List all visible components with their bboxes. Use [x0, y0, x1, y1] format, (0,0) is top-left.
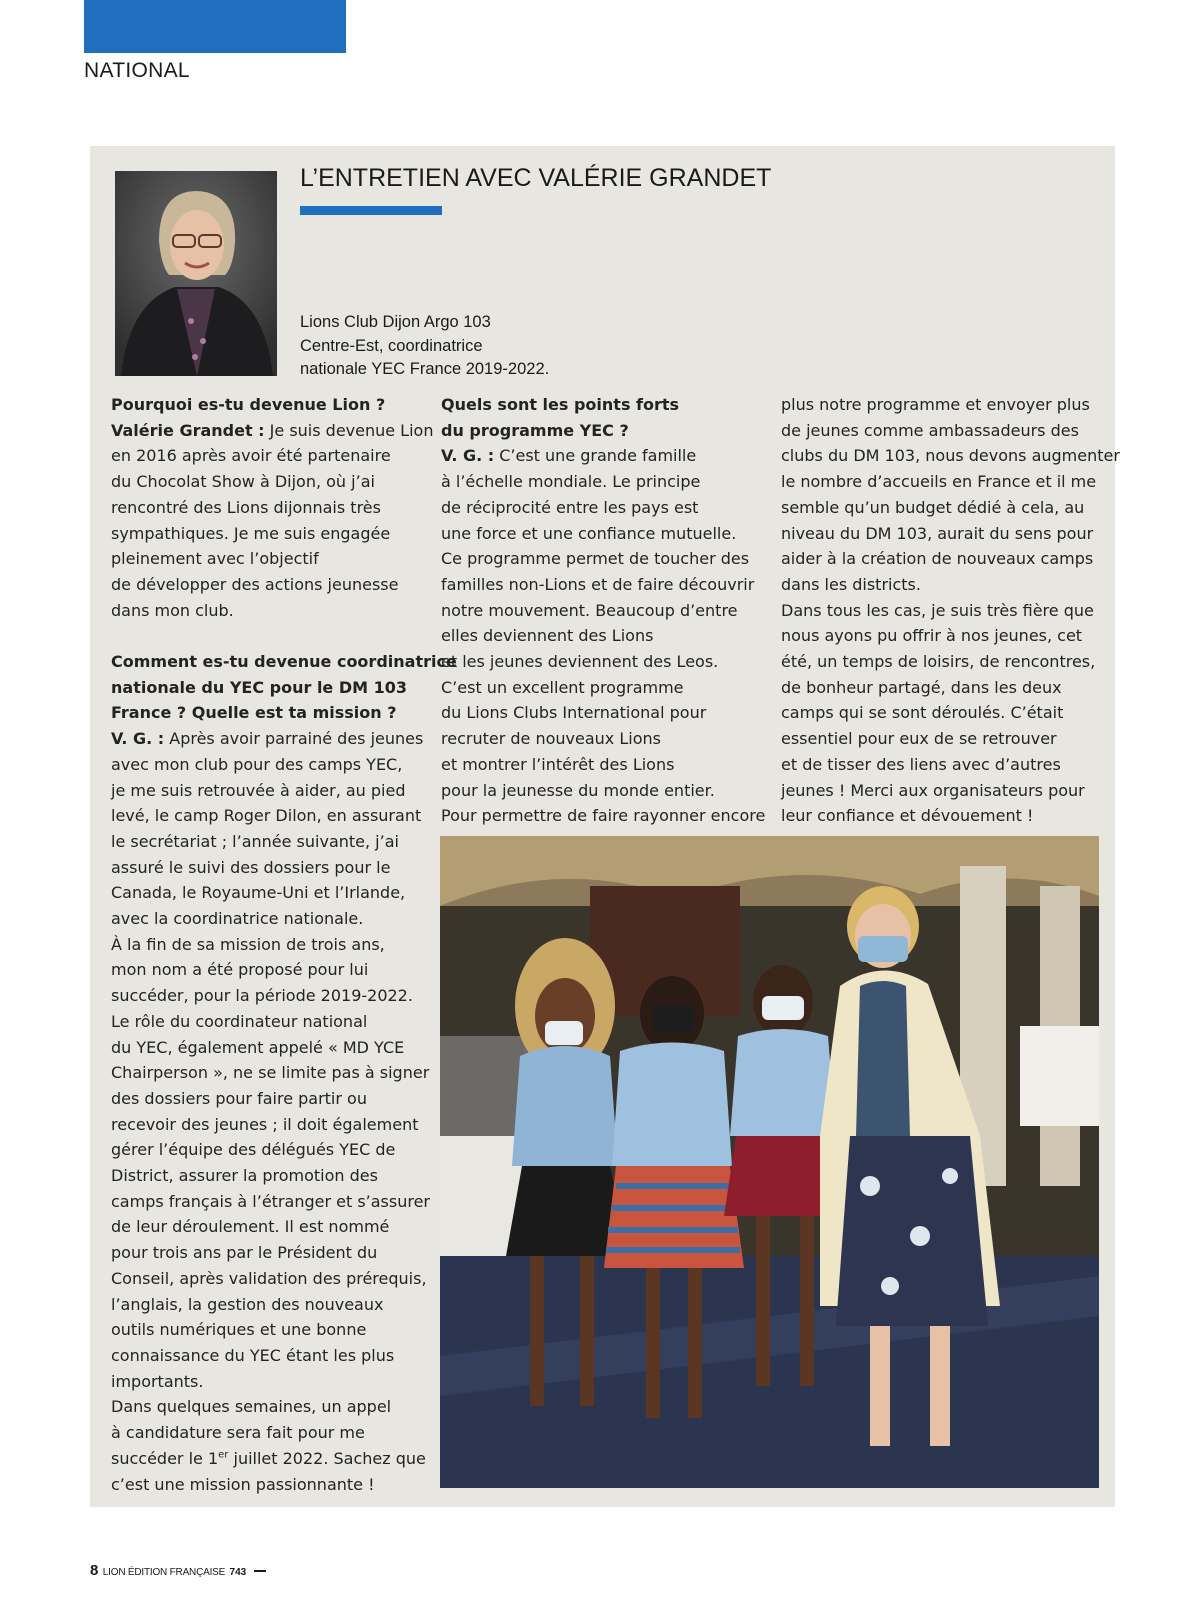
- text-line: [441, 443, 765, 469]
- body-text: le secrétariat ; l’année suivante, j’ai: [111, 831, 399, 851]
- body-text: de bonheur partagé, dans les deux: [781, 677, 1062, 697]
- bold-text: V. G. :: [111, 729, 165, 749]
- text-line: [111, 546, 457, 572]
- body-text: niveau du DM 103, aurait du sens pour: [781, 523, 1094, 543]
- text-line: [781, 521, 1120, 547]
- page-number: 8: [90, 1562, 99, 1579]
- text-line: [111, 1317, 457, 1343]
- body-text: gérer l’équipe des délégués YEC de: [111, 1140, 396, 1160]
- text-line: [111, 1137, 457, 1163]
- body-text: mon nom a été proposé pour lui: [111, 960, 369, 980]
- text-line: [781, 495, 1120, 521]
- body-text: C’est une grande famille: [494, 446, 697, 466]
- text-line: [781, 598, 1120, 624]
- body-text: succéder le 1: [111, 1448, 219, 1468]
- text-line: [441, 418, 765, 444]
- body-text: plus notre programme et envoyer plus: [781, 395, 1090, 414]
- page-footer: [90, 1562, 266, 1580]
- body-text: dans les districts.: [781, 574, 921, 594]
- text-line: [781, 469, 1120, 495]
- text-line: [781, 803, 1120, 829]
- text-line: [111, 1214, 457, 1240]
- body-text: pleinement avec l’objectif: [111, 549, 319, 569]
- bold-text: Pourquoi es-tu devenue Lion ?: [111, 395, 386, 414]
- text-line: [111, 1394, 457, 1420]
- body-text: levé, le camp Roger Dilon, en assurant: [111, 806, 422, 826]
- text-line: [441, 572, 765, 598]
- caption-line: Lions Club Dijon Argo 103: [300, 313, 491, 331]
- body-text: sympathiques. Je me suis engagée: [111, 523, 391, 543]
- body-text: recruter de nouveaux Lions: [441, 729, 661, 749]
- text-line: [111, 1420, 457, 1446]
- body-text: à candidature sera fait pour me: [111, 1423, 365, 1443]
- body-text: du YEC, également appelé « MD YCE: [111, 1037, 405, 1057]
- body-text: de développer des actions jeunesse: [111, 574, 399, 594]
- text-line: [111, 418, 457, 444]
- section-label: NATIONAL: [84, 59, 190, 82]
- text-line: [441, 803, 765, 829]
- body-text: et les jeunes deviennent des Leos.: [441, 652, 719, 672]
- text-line: [781, 443, 1120, 469]
- text-line: [111, 495, 457, 521]
- body-text: importants.: [111, 1371, 204, 1391]
- text-line: [111, 700, 457, 726]
- body-text: de réciprocité entre les pays est: [441, 497, 699, 517]
- text-line: [781, 546, 1120, 572]
- text-line: [441, 469, 765, 495]
- body-text: du Chocolat Show à Dijon, où j’ai: [111, 472, 375, 492]
- body-text: juillet 2022. Sachez que: [228, 1448, 426, 1468]
- body-text: été, un temps de loisirs, de rencontres,: [781, 652, 1096, 672]
- body-text: une force et une confiance mutuelle.: [441, 523, 737, 543]
- text-line: [781, 675, 1120, 701]
- text-line: [781, 649, 1120, 675]
- text-line: [111, 1163, 457, 1189]
- text-line: [441, 752, 765, 778]
- text-line: [111, 1240, 457, 1266]
- body-text: notre mouvement. Beaucoup d’entre: [441, 600, 738, 620]
- text-line: [781, 752, 1120, 778]
- text-column-2: [441, 392, 765, 829]
- body-text: outils numériques et une bonne: [111, 1320, 367, 1340]
- body-text: je me suis retrouvée à aider, au pied: [111, 780, 406, 800]
- body-text: Dans quelques semaines, un appel: [111, 1397, 392, 1417]
- text-line: [111, 1060, 457, 1086]
- bold-text: France ? Quelle est ta mission ?: [111, 703, 397, 723]
- text-line: [781, 726, 1120, 752]
- text-line: [111, 906, 457, 932]
- text-line: [111, 469, 457, 495]
- body-text: en 2016 après avoir été partenaire: [111, 446, 391, 466]
- body-text: Dans tous les cas, je suis très fière que: [781, 600, 1094, 620]
- body-text: pour la jeunesse du monde entier.: [441, 780, 715, 800]
- text-line: [441, 495, 765, 521]
- text-line: [111, 880, 457, 906]
- text-line: [111, 1343, 457, 1369]
- footer-dash: [254, 1570, 266, 1572]
- body-text: de leur déroulement. Il est nommé: [111, 1217, 390, 1237]
- title-underline: [300, 206, 442, 215]
- text-line: [781, 778, 1120, 804]
- text-line: [111, 829, 457, 855]
- body-text: À la fin de sa mission de trois ans,: [111, 934, 385, 954]
- body-text: et montrer l’intérêt des Lions: [441, 754, 675, 774]
- body-text: avec la coordinatrice nationale.: [111, 909, 364, 929]
- magazine-name: LION ÉDITION FRANÇAISE: [102, 1567, 226, 1578]
- text-line: [111, 983, 457, 1009]
- caption-line: Centre-Est, coordinatrice: [300, 336, 483, 355]
- body-text: recevoir des jeunes ; il doit également: [111, 1114, 419, 1134]
- text-line: [781, 700, 1120, 726]
- body-text: assuré le suivi des dossiers pour le: [111, 857, 391, 877]
- body-text: C’est un excellent programme: [441, 677, 684, 697]
- issue-number: 743: [229, 1567, 247, 1578]
- text-line: [111, 675, 457, 701]
- text-line: [111, 649, 457, 675]
- text-line: [441, 778, 765, 804]
- portrait-caption: [300, 311, 549, 382]
- body-text: de jeunes comme ambassadeurs des: [781, 420, 1079, 440]
- body-text: District, assurer la promotion des: [111, 1166, 378, 1186]
- text-line: [111, 726, 457, 752]
- text-line: [111, 392, 457, 418]
- superscript: er: [218, 1449, 229, 1461]
- text-line: [441, 546, 765, 572]
- bold-text: Comment es-tu devenue coordinatrice: [111, 652, 457, 672]
- portrait-photo: [115, 171, 277, 376]
- body-text: l’anglais, la gestion des nouveaux: [111, 1294, 384, 1314]
- text-line: [111, 1369, 457, 1395]
- text-line: [111, 957, 457, 983]
- body-text: succéder, pour la période 2019-2022.: [111, 986, 413, 1006]
- body-text: Après avoir parrainé des jeunes: [164, 729, 424, 749]
- body-text: à l’échelle mondiale. Le principe: [441, 472, 701, 492]
- text-line: [441, 700, 765, 726]
- body-text: essentiel pour eux de se retrouver: [781, 729, 1057, 749]
- body-text: aider à la création de nouveaux camps: [781, 549, 1094, 569]
- text-line: [111, 572, 457, 598]
- text-line: [111, 752, 457, 778]
- body-text: jeunes ! Merci aux organisateurs pour: [781, 780, 1085, 800]
- body-text: camps qui se sont déroulés. C’était: [781, 703, 1064, 723]
- body-text: pour trois ans par le Président du: [111, 1243, 378, 1263]
- text-line: [111, 803, 457, 829]
- bold-text: Valérie Grandet :: [111, 420, 265, 440]
- body-text: Conseil, après validation des prérequis,: [111, 1268, 427, 1288]
- article-title: L’ENTRETIEN AVEC VALÉRIE GRANDET: [300, 164, 772, 192]
- text-line: [111, 521, 457, 547]
- text-line: [111, 932, 457, 958]
- body-text: elles deviennent des Lions: [441, 626, 654, 646]
- text-line: [111, 855, 457, 881]
- body-text: Canada, le Royaume-Uni et l’Irlande,: [111, 883, 406, 903]
- text-line: [111, 1086, 457, 1112]
- text-line: [781, 623, 1120, 649]
- body-text: familles non-Lions et de faire découvrir: [441, 574, 755, 594]
- text-line: [441, 675, 765, 701]
- body-text: clubs du DM 103, nous devons augmenter: [781, 446, 1120, 466]
- bold-text: Quels sont les points forts: [441, 395, 680, 414]
- body-text: Le rôle du coordinateur national: [111, 1011, 368, 1031]
- text-line: [111, 443, 457, 469]
- text-line: [111, 1266, 457, 1292]
- text-line: [781, 392, 1120, 418]
- group-photo: [440, 836, 1099, 1488]
- body-text: dans mon club.: [111, 600, 234, 620]
- text-line: [441, 392, 765, 418]
- text-line: [441, 726, 765, 752]
- bold-text: nationale du YEC pour le DM 103: [111, 677, 408, 697]
- body-text: des dossiers pour faire partir ou: [111, 1088, 367, 1108]
- bold-text: du programme YEC ?: [441, 420, 629, 440]
- body-text: avec mon club pour des camps YEC,: [111, 754, 403, 774]
- text-column-1: [111, 392, 457, 1497]
- text-line: [111, 1112, 457, 1138]
- body-text: leur confiance et dévouement !: [781, 806, 1034, 826]
- body-text: et de tisser des liens avec d’autres: [781, 754, 1061, 774]
- body-text: camps français à l’étranger et s’assurer: [111, 1191, 431, 1211]
- body-text: rencontré des Lions dijonnais très: [111, 497, 381, 517]
- text-line: [781, 572, 1120, 598]
- body-text: Je suis devenue Lion: [264, 420, 434, 440]
- text-line: [111, 598, 457, 624]
- body-text: Pour permettre de faire rayonner encore: [441, 806, 766, 826]
- text-line: [111, 1292, 457, 1318]
- text-line: [441, 521, 765, 547]
- body-text: connaissance du YEC étant les plus: [111, 1346, 395, 1365]
- text-line: [111, 1189, 457, 1215]
- body-text: le nombre d’accueils en France et il me: [781, 472, 1097, 492]
- text-line: [111, 623, 457, 649]
- text-line: [111, 1472, 457, 1498]
- text-line: [111, 1035, 457, 1061]
- header-color-bar: [84, 0, 346, 53]
- body-text: Chairperson », ne se limite pas à signer: [111, 1063, 430, 1083]
- text-column-3: [781, 392, 1120, 829]
- text-line: [441, 598, 765, 624]
- text-line: [781, 418, 1120, 444]
- text-line: [441, 623, 765, 649]
- body-text: Ce programme permet de toucher des: [441, 549, 750, 569]
- text-line: [441, 649, 765, 675]
- body-text: nous ayons pu offrir à nos jeunes, cet: [781, 626, 1083, 646]
- text-line: [111, 1446, 457, 1472]
- text-line: [111, 1009, 457, 1035]
- text-line: [111, 778, 457, 804]
- body-text: du Lions Clubs International pour: [441, 703, 707, 723]
- body-text: semble qu’un budget dédié à cela, au: [781, 497, 1085, 517]
- bold-text: V. G. :: [441, 446, 495, 466]
- body-text: c’est une mission passionnante !: [111, 1474, 375, 1494]
- caption-line: nationale YEC France 2019-2022.: [300, 360, 550, 378]
